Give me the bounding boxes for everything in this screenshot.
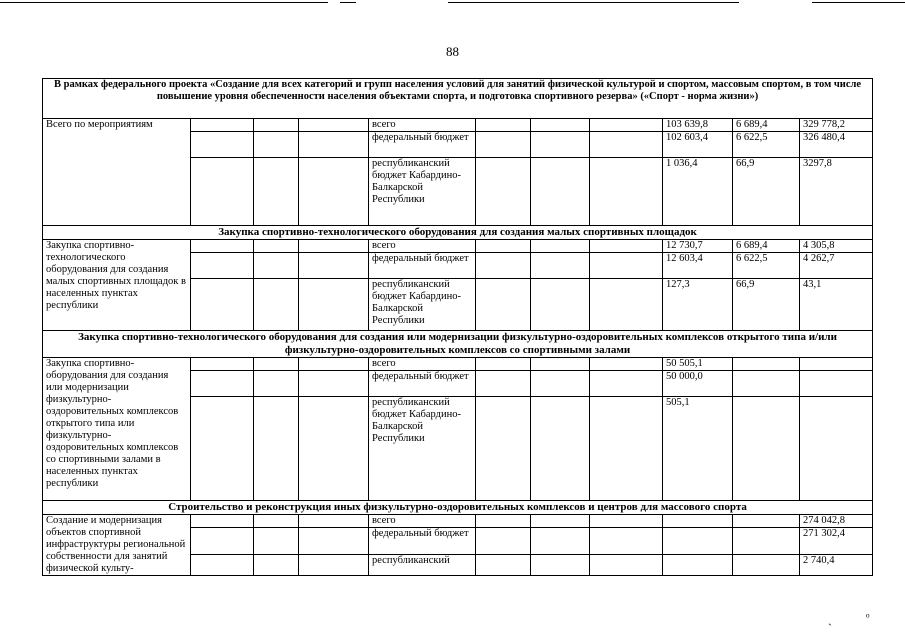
value-cell: 127,3 (663, 279, 733, 331)
source-cell: федеральный бюджет (369, 528, 476, 555)
table-row (43, 119, 873, 132)
section-heading: Закупка спортивно-технологического оборудования для создания малых спортивных площадок (43, 226, 873, 240)
source-cell: всего (369, 240, 476, 253)
source-cell: всего (369, 515, 476, 528)
value-cell (733, 358, 800, 371)
value-cell: 12 730,7 (663, 240, 733, 253)
value-cell: 6 622,5 (733, 253, 800, 279)
value-cell: 50 505,1 (663, 358, 733, 371)
source-cell: федеральный бюджет (369, 371, 476, 397)
top-rule-2 (340, 2, 356, 3)
source-cell: республиканский (369, 555, 476, 576)
row-label: Закупка спортивно-технологического оборудования для создания малых спортивных площадок в населенных пунктах республики (43, 240, 191, 331)
value-cell: 12 603,4 (663, 253, 733, 279)
section-heading: Закупка спортивно-технологического оборудования для создания или модернизации физкультурно-оздоровительных комплексов открытого типа и/или физкультурно-оздоровительных комплексов со спортивными залами (43, 331, 873, 358)
value-cell: 6 689,4 (733, 119, 800, 132)
section-heading-row (43, 501, 873, 515)
source-cell: республиканский бюджет Кабардино-Балкарской Республики (369, 397, 476, 501)
value-cell (800, 371, 873, 397)
value-cell (800, 358, 873, 371)
row-label: Закупка спортивно-оборудования для создания или модернизации физкультурно-оздоровительных комплексов открытого типа или физкультурно-оздоровительных комплексов со спортивными залами в населенных пунктах республики (43, 358, 191, 501)
project-title: В рамках федерального проекта «Создание для всех категорий и групп населения условий для занятий физической культурой и спортом, массовым спортом, в том числе повышение уровня обеспеченности населения объектами спорта, и подготовка спортивного резерва» («Спорт - норма жизни») (43, 79, 873, 119)
value-cell: 43,1 (800, 279, 873, 331)
value-cell (800, 397, 873, 501)
source-cell: федеральный бюджет (369, 253, 476, 279)
table-row (43, 358, 873, 371)
row-label: Всего по мероприятиям (43, 119, 191, 226)
top-rule-3 (448, 2, 739, 3)
value-cell: 271 302,4 (800, 528, 873, 555)
value-cell: 329 778,2 (800, 119, 873, 132)
value-cell: 3297,8 (800, 158, 873, 226)
source-cell: всего (369, 358, 476, 371)
value-cell: 66,9 (733, 158, 800, 226)
value-cell (733, 397, 800, 501)
value-cell: 50 000,0 (663, 371, 733, 397)
scan-mark: ˏ (828, 612, 832, 626)
section-heading-row (43, 331, 873, 358)
value-cell: 66,9 (733, 279, 800, 331)
value-cell: 6 689,4 (733, 240, 800, 253)
value-cell: 4 305,8 (800, 240, 873, 253)
value-cell (733, 528, 800, 555)
value-cell: 103 639,8 (663, 119, 733, 132)
top-rule-1 (0, 2, 328, 3)
value-cell (733, 555, 800, 576)
value-cell (733, 371, 800, 397)
table-row (43, 240, 873, 253)
page-number: 88 (446, 44, 459, 59)
value-cell (733, 515, 800, 528)
value-cell: 2 740,4 (800, 555, 873, 576)
value-cell: 102 603,4 (663, 132, 733, 158)
value-cell: 505,1 (663, 397, 733, 501)
scan-mark: ᵒ (866, 610, 870, 624)
value-cell: 6 622,5 (733, 132, 800, 158)
value-cell: 274 042,8 (800, 515, 873, 528)
source-cell: федеральный бюджет (369, 132, 476, 158)
source-cell: всего (369, 119, 476, 132)
source-cell: республиканский бюджет Кабардино-Балкарской Республики (369, 158, 476, 226)
value-cell (663, 515, 733, 528)
section-heading: Строительство и реконструкция иных физкультурно-оздоровительных комплексов и центров для массового спорта (43, 501, 873, 515)
value-cell (663, 528, 733, 555)
row-label: Создание и модернизация объектов спортивной инфраструктуры региональной собственности для занятий физической культу- (43, 515, 191, 576)
section-heading-row (43, 226, 873, 240)
project-title-row (43, 79, 873, 119)
value-cell (663, 555, 733, 576)
value-cell: 4 262,7 (800, 253, 873, 279)
value-cell: 326 480,4 (800, 132, 873, 158)
value-cell: 1 036,4 (663, 158, 733, 226)
source-cell: республиканский бюджет Кабардино-Балкарской Республики (369, 279, 476, 331)
top-rule-4 (812, 2, 905, 3)
budget-table (42, 78, 873, 576)
table-row (43, 515, 873, 528)
